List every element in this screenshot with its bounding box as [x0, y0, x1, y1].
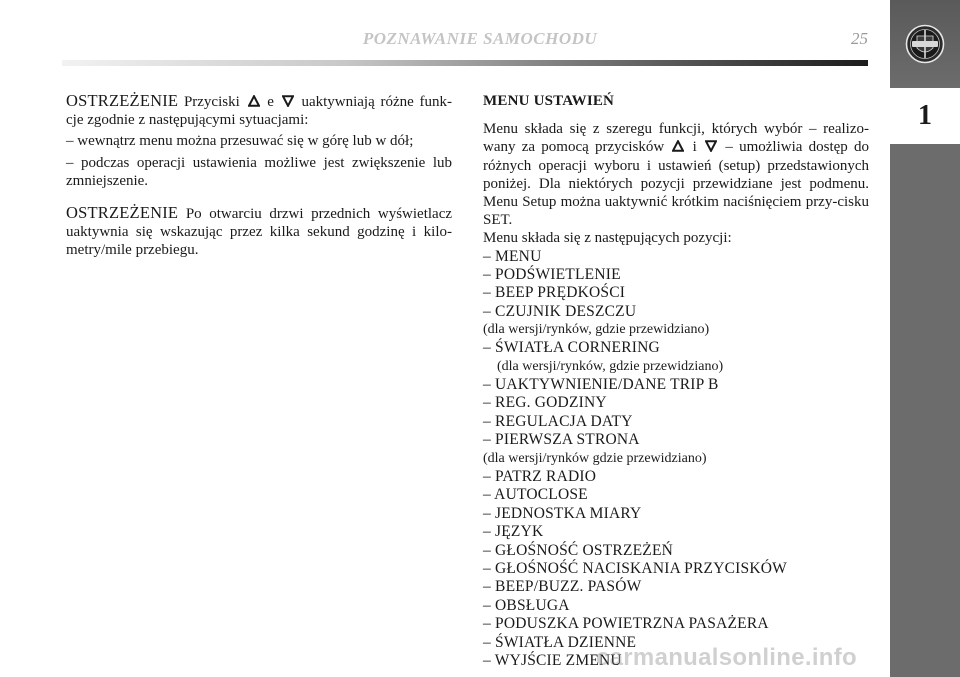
warning-paragraph-1: OSTRZEŻENIE Przyciski e uaktywniają różne funk-cje zgodnie z następującymi sytuacjami:: [66, 91, 453, 129]
list-item: – UAKTYWNIENIE/DANE TRIP B: [483, 376, 719, 394]
list-item: – JĘZYK: [483, 523, 544, 541]
list-item: – AUTOCLOSE: [483, 486, 588, 504]
list-item: – GŁOŚNOŚĆ NACISKANIA PRZYCISKÓW: [483, 559, 787, 577]
list-item: – ŚWIATŁA DZIENNE: [483, 633, 637, 651]
warning-paragraph-2: OSTRZEŻENIE Po otwarciu drzwi przednich wyświetlacz uaktywnia się wskazując przez kilka sekund godzinę i kilo-metry/mile przebiegu.: [66, 203, 453, 259]
header-rule: [62, 60, 868, 66]
warning-label: OSTRZEŻENIE: [66, 91, 179, 110]
list-intro: Menu składa się z następujących pozycji:: [483, 230, 732, 247]
list-item: – PATRZ RADIO: [483, 467, 597, 485]
triangle-up-icon: [248, 95, 260, 107]
list-item: – CZUJNIK DESZCZU: [483, 302, 637, 320]
list-item: – REG. GODZINY: [483, 394, 607, 412]
list-item: – GŁOŚNOŚĆ OSTRZEŻEŃ: [483, 541, 674, 559]
list-item: – ŚWIATŁA CORNERING: [483, 339, 660, 357]
menu-items-list: [483, 248, 869, 671]
section-heading: MENU USTAWIEŃ: [483, 93, 615, 109]
list-item: – PODŚWIETLENIE: [483, 266, 621, 284]
bullet-adjust: – podczas operacji ustawienia możliwe jest zwiększenie lub zmniejszenie.: [66, 154, 452, 189]
list-item: – BEEP/BUZZ. PASÓW: [483, 578, 642, 596]
triangle-down-icon: [282, 95, 294, 107]
list-note: (dla wersji/rynków, gdzie przewidziano): [483, 322, 710, 338]
right-column: [483, 92, 869, 670]
warning-label: OSTRZEŻENIE: [66, 203, 179, 223]
list-item: – BEEP PRĘDKOŚCI: [483, 284, 626, 302]
watermark: carmanualsonline.info: [596, 644, 858, 671]
list-item: – PODUSZKA POWIETRZNA PASAŻERA: [483, 615, 769, 633]
list-item: – JEDNOSTKA MIARY: [483, 504, 642, 522]
list-note: (dla wersji/rynków gdzie przewidziano): [483, 450, 707, 466]
list-item: – WYJŚCIE ZMENU: [483, 651, 622, 669]
left-column: [66, 92, 452, 260]
page-number: 25: [851, 29, 868, 48]
triangle-down-icon: [705, 140, 717, 152]
lancia-logo-icon: [905, 24, 945, 64]
chapter-number: 1: [890, 88, 960, 144]
intro-paragraph: Menu składa się z szeregu funkcji, których wybór – realizo-wany za pomocą przycisków i – umożliwia dostęp do różnych operacji wyboru i ustawień (setup) przedstawionych poniżej. Dla niektórych pozycji przewidziane jest podmenu. Menu Setup można uaktywnić krótkim naciśnięciem przy-cisku SET.: [483, 121, 870, 229]
triangle-up-icon: [672, 140, 684, 152]
list-item: – REGULACJA DATY: [483, 412, 633, 430]
list-note: (dla wersji/rynków, gdzie przewidziano): [497, 358, 724, 374]
list-item: – MENU: [483, 247, 542, 265]
bullet-scroll: – wewnątrz menu można przesuwać się w górę lub w dół;: [66, 133, 414, 150]
list-item: – PIERWSZA STRONA: [483, 431, 640, 449]
running-header-title: POZNAWANIE SAMOCHODU: [362, 29, 598, 48]
list-item: – OBSŁUGA: [483, 596, 570, 614]
